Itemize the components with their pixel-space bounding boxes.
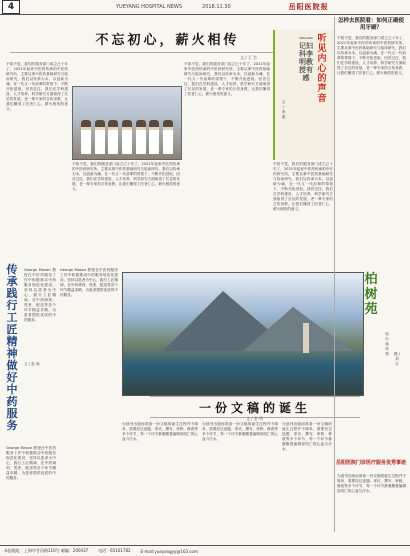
sidebar-subheadline: ——记妇科李明教授有感 bbox=[299, 33, 313, 82]
right-column-text: 不知不觉，我们的服务部门成立已十年了，2021年起家中医药传承的中医药研究所，主要从事中医药基础研究与临床研究，我们以传承为本，以创新为魂，在一代又一代前辈的带领下，不断开拓进取。回首过往，我们在学科建设、人才培养、科学研究方面取得了长足的发展，老一辈专家的言传身教，让我们懂得了医者仁心，薪火相传的意义。 bbox=[337, 36, 406, 75]
article2-text: George Mason 教授在中医药服务工作中积极推动中药服务规范化建设，坚持以患者为中心，践行工匠精神，在中药调剂、煎煮、配送等各个环节精益求精，为患者提供优质的中药服务。 bbox=[24, 268, 56, 322]
article3-text-3: 为创刊出版而准备一份文稿的诞生过程并不简单，需要经过选题、采访、撰写、审核、修改等多个环节，每一个环节都凝聚着编辑部同仁的心血与汗水。 bbox=[282, 422, 332, 451]
article2-byline: 文 / 张 涛 bbox=[24, 362, 40, 366]
right-column-subheadline: 岳阳医院门诊医疗服务优秀事迹 bbox=[336, 460, 407, 466]
photo-author: 摄 / 刘 宇 bbox=[394, 352, 400, 366]
page-number: 4 bbox=[2, 0, 20, 14]
person-figure bbox=[163, 120, 173, 154]
right-column-headline: 怎样去医院看：如何正确使用牙刷？ bbox=[337, 18, 404, 31]
page-header bbox=[0, 0, 410, 15]
header-date: 2018.11.30 bbox=[202, 4, 231, 10]
sidebar-headline: 听见内心的声音 bbox=[317, 34, 327, 104]
article3-text-2: 为创刊出版而准备一份文稿的诞生过程并不简单，需要经过选题、采访、撰写、审核、修改等多个环节，每一个环节都凝聚着编辑部同仁的心血与汗水。 bbox=[202, 422, 278, 441]
article1-headline: 不忘初心，薪火相传 bbox=[10, 24, 325, 53]
header-banner: YUEYANG HOSPITAL NEWS bbox=[116, 4, 183, 10]
person-figure bbox=[122, 120, 132, 154]
article2-vertical-headline bbox=[4, 264, 20, 444]
article3-headline: 一份文稿的诞生 bbox=[150, 396, 360, 418]
landscape-photo bbox=[122, 272, 364, 396]
footer-address: 本报地址：上海市甘河路110号 邮编：200437 bbox=[4, 548, 89, 553]
right-column-text-2: 为创刊出版而准备一份文稿的诞生过程并不简单，需要经过选题、采访、撰写、审核、修改等多个环节，每一个环节都凝聚着编辑部同仁的心血与汗水。 bbox=[337, 474, 406, 493]
photo-feature-title: 柏树苑 bbox=[364, 272, 378, 317]
sidebar-text: 不知不觉，我们的服务部门成立已十年了，2021年起家中医药传承的中医药研究所，主要从事中医药基础研究与临床研究，我们以传承为本，以创新为魂，在一代又一代前辈的带领下，不断开拓进取。回首过往，我们在学科建设、人才培养、科学研究方面取得了长足的发展，老一辈专家的言传身教，让我们懂得了医者仁心，薪火相传的意义。 bbox=[273, 162, 333, 211]
person-figure bbox=[108, 120, 118, 154]
article1-text-3: 不知不觉，我们的服务部门成立已十年了，2021年起家中医药传承的中医药研究所，主要从事中医药基础研究与临床研究，我们以传承为本，以创新为魂，在一代又一代前辈的带领下，不断开拓进取。回首过往，我们在学科建设、人才培养、科学研究方面取得了长足的发展，老一辈专家的言传身教，让我们懂得了医者仁心，薪火相传的意义。 bbox=[184, 62, 270, 96]
photo-caption: 哈尔施塔特 bbox=[385, 332, 389, 356]
article1-text: 不知不觉，我们的服务部门成立已十年了，2021年起家中医药传承的中医药研究所，主要从事中医药基础研究与临床研究，我们以传承为本，以创新为魂，在一代又一代前辈的带领下，不断开拓进取。回首过往，我们在学科建设、人才培养、科学研究方面取得了长足的发展，老一辈专家的言传身教，让我们懂得了医者仁心，薪火相传的意义。 bbox=[6, 62, 68, 111]
page-footer bbox=[0, 545, 410, 556]
footer-phone: 电话：65161782 bbox=[98, 548, 131, 553]
article2-text-2: George Mason 教授在中医药服务工作中积极推动中药服务规范化建设，坚持以患者为中心，践行工匠精神，在中药调剂、煎煮、配送等各个环节精益求精，为患者提供优质的中药服务。 bbox=[6, 446, 56, 480]
article1-text-2: 不知不觉，我们的服务部门成立已十年了，2021年起家中医药传承的中医药研究所，主要从事中医药基础研究与临床研究，我们以传承为本，以创新为魂，在一代又一代前辈的带领下，不断开拓进取。回首过往，我们在学科建设、人才培养、科学研究方面取得了长足的发展，老一辈专家的言传身教，让我们懂得了医者仁心，薪火相传的意义。 bbox=[72, 162, 180, 191]
person-figure bbox=[81, 120, 91, 154]
photo-people bbox=[81, 120, 173, 154]
article1-byline: 文 / 王 芸 bbox=[240, 55, 258, 60]
article3-byline: 文 / 金 鸣 bbox=[246, 416, 264, 421]
sidebar-author: 文 / 李 燕 bbox=[281, 100, 286, 119]
article3-text: 为创刊出版而准备一份文稿的诞生过程并不简单，需要经过选题、采访、撰写、审核、修改等多个环节，每一个环节都凝聚着编辑部同仁的心血与汗水。 bbox=[122, 422, 198, 441]
church-tower bbox=[303, 323, 309, 353]
article2-headline: 传承践行工匠精神做好中药服务 bbox=[6, 263, 18, 432]
footer-email: E-mail:yueyangyy@163.com bbox=[140, 548, 198, 554]
group-photo bbox=[72, 86, 182, 160]
sidebar-feature bbox=[273, 30, 335, 160]
person-figure bbox=[95, 120, 105, 154]
article2-text-3: George Mason 教授在中医药服务工作中积极推动中药服务规范化建设，坚持以患者为中心，践行工匠精神，在中药调剂、煎煮、配送等各个环节精益求精，为患者提供优质的中药服务。 bbox=[60, 268, 118, 297]
person-figure bbox=[149, 120, 159, 154]
person-figure bbox=[136, 120, 146, 154]
masthead: 岳阳医院报 bbox=[288, 2, 329, 11]
